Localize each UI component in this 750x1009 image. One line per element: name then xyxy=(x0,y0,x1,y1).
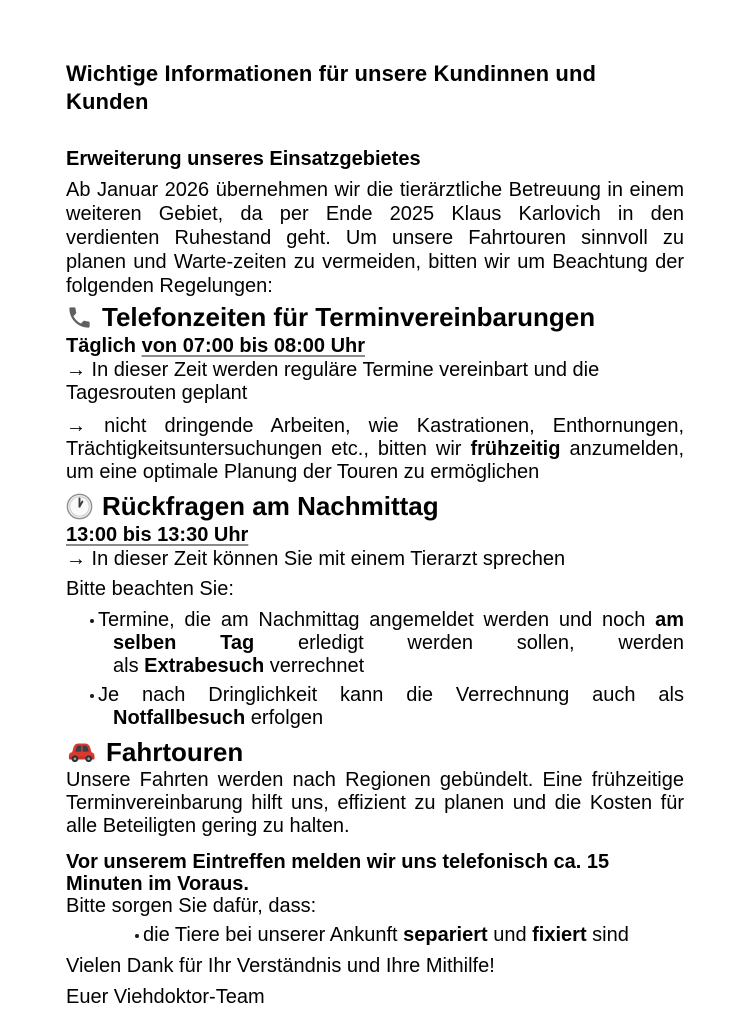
section-heading-text: Rückfragen am Nachmittag xyxy=(102,491,439,521)
paragraph-line: verdienten Ruhestand geht. Um unsere Fahrtouren sinnvoll zu xyxy=(66,227,684,249)
arrival-notice xyxy=(66,851,684,895)
list-item-line: selben Tag erledigt werden sollen, werden xyxy=(113,632,684,654)
attention-label: Bitte beachten Sie: xyxy=(66,578,234,600)
signature-line: Euer Viehdoktor-Team xyxy=(66,986,265,1008)
emphasis-text: am xyxy=(655,609,684,631)
phone-section-heading xyxy=(66,300,684,334)
tours-section-heading xyxy=(66,735,684,769)
note-line: Trächtigkeitsuntersuchungen etc., bitten wir frühzeitig anzumelden, xyxy=(66,438,684,460)
paragraph-line: Ab Januar 2026 übernehmen wir die tierärztliche Betreuung in einem xyxy=(66,179,684,201)
list-item-line: die Tiere bei unserer Ankunft separiert und fixiert sind xyxy=(143,924,629,946)
section-heading-text: Telefonzeiten für Terminvereinbarungen xyxy=(102,302,596,332)
list-item xyxy=(66,684,684,730)
phone-note-2 xyxy=(66,415,684,484)
phone-note-1 xyxy=(66,359,684,405)
emphasis-text: fixiert xyxy=(532,924,587,946)
list-item-line: Notfallbesuch erfolgen xyxy=(113,707,324,729)
schedule-label: Täglich xyxy=(66,335,142,357)
note-line: → In dieser Zeit können Sie mit einem Tierarzt sprechen xyxy=(66,548,566,570)
paragraph-line: folgenden Regelungen: xyxy=(66,275,273,297)
intro-heading: Erweiterung unseres Einsatzgebietes xyxy=(66,148,421,170)
note-line: um eine optimale Planung der Touren zu ermöglichen xyxy=(66,461,540,483)
notice-line: Minuten im Voraus. xyxy=(66,873,249,895)
paragraph-line: planen und Warte-zeiten zu vermeiden, bitten wir um Beachtung der xyxy=(66,251,684,273)
prepare-label: Bitte sorgen Sie dafür, dass: xyxy=(66,895,317,917)
phone-schedule xyxy=(66,334,684,359)
list-item-line: Termine, die am Nachmittag angemeldet werden und noch am xyxy=(98,609,684,631)
emphasis-text: separiert xyxy=(403,924,488,946)
afternoon-note xyxy=(66,548,684,571)
page-title: Wichtige Informationen für unsere Kundinnen und Kunden xyxy=(66,61,597,114)
section-heading-text: Fahrtouren xyxy=(106,737,244,767)
note-line: → nicht dringende Arbeiten, wie Kastrationen, Enthornungen, xyxy=(66,415,684,437)
phone-receiver-icon xyxy=(66,304,93,331)
emphasis-text: selben Tag xyxy=(113,632,255,654)
thanks-line: Vielen Dank für Ihr Verständnis und Ihre Mithilfe! xyxy=(66,955,495,977)
emphasis-text: Notfallbesuch xyxy=(113,707,246,729)
clock-icon xyxy=(66,493,93,520)
schedule-time: von 07:00 bis 08:00 Uhr xyxy=(141,335,366,357)
paragraph-line: alle Beteiligten gering zu halten. xyxy=(66,815,350,837)
list-item-line: Je nach Dringlichkeit kann die Verrechnung auch als xyxy=(98,684,684,706)
list-item xyxy=(66,924,684,947)
afternoon-section-heading xyxy=(66,489,684,523)
car-icon xyxy=(66,739,97,765)
emphasis-text: Extrabesuch xyxy=(144,655,265,677)
paragraph-line: Terminvereinbarung hilft uns, effizient zu planen und die Kosten für xyxy=(66,792,684,814)
notice-line: Vor unserem Eintreffen melden wir uns telefonisch ca. 15 xyxy=(66,851,610,873)
intro-paragraph xyxy=(66,178,684,298)
schedule-time: 13:00 bis 13:30 Uhr xyxy=(66,524,249,546)
list-item-line: als Extrabesuch verrechnet xyxy=(113,655,365,677)
list-item xyxy=(66,609,684,678)
afternoon-time xyxy=(66,523,684,548)
paragraph-line: weiteren Gebiet, da per Ende 2025 Klaus Karlovich in den xyxy=(66,203,684,225)
tours-paragraph xyxy=(66,769,684,838)
note-line: → In dieser Zeit werden reguläre Termine vereinbart und die xyxy=(66,359,600,381)
paragraph-line: Unsere Fahrten werden nach Regionen gebündelt. Eine frühzeitige xyxy=(66,769,684,791)
emphasis-text: frühzeitig xyxy=(470,438,561,460)
note-line: Tagesrouten geplant xyxy=(66,382,248,404)
